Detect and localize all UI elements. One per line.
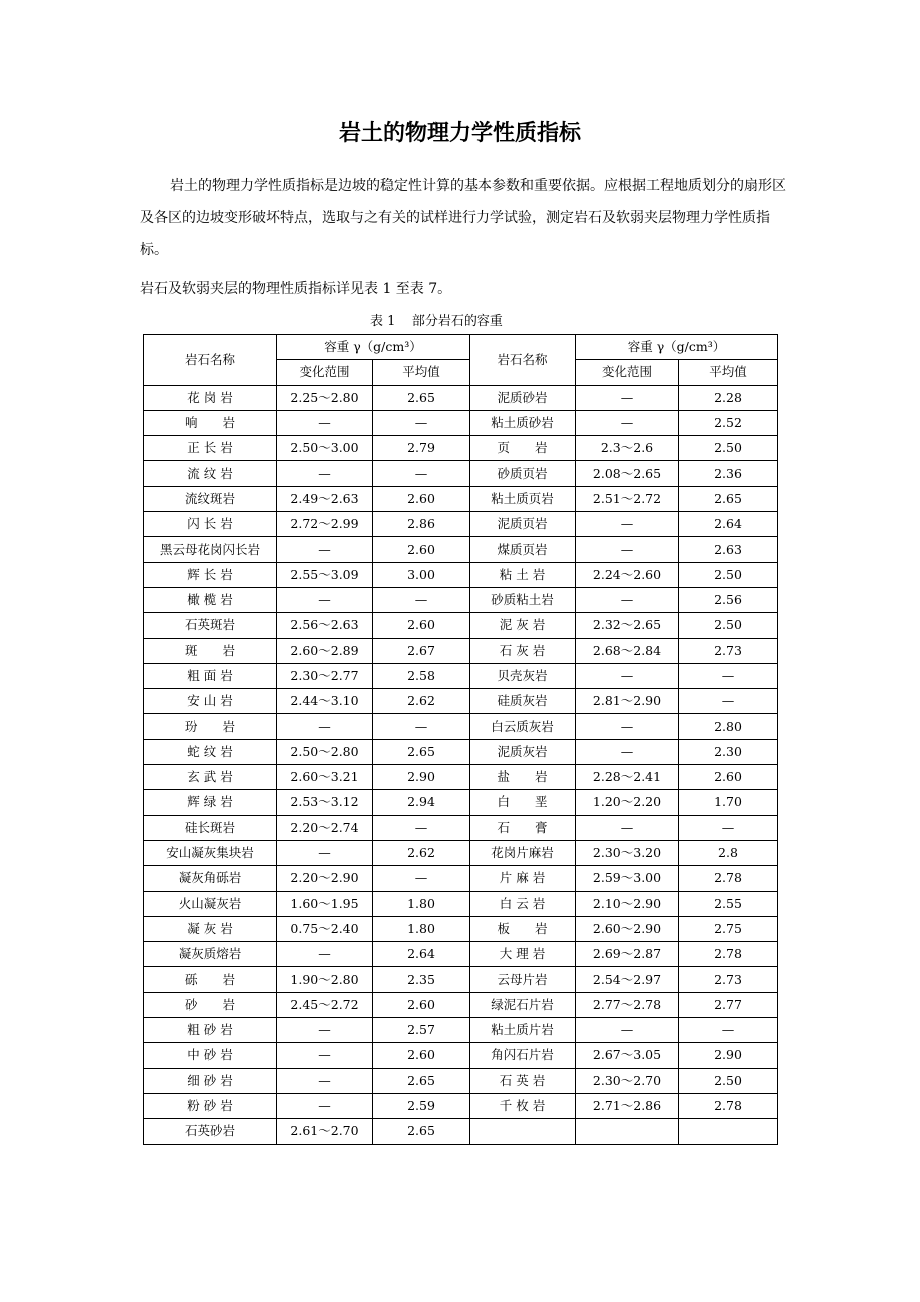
rock-name-cell: 石英斑岩 xyxy=(144,613,277,638)
table-row xyxy=(144,765,778,790)
average-cell: 2.57 xyxy=(373,1018,470,1043)
rock-name-cell: 黑云母花岗闪长岩 xyxy=(144,537,277,562)
range-cell: 2.30～3.20 xyxy=(576,840,679,865)
average-cell: — xyxy=(679,689,778,714)
range-cell xyxy=(576,1119,679,1144)
range-cell: 2.69～2.87 xyxy=(576,942,679,967)
range-cell: 2.60～2.89 xyxy=(277,638,373,663)
range-cell: 2.51～2.72 xyxy=(576,486,679,511)
rock-name-cell: 响 岩 xyxy=(144,410,277,435)
range-cell: — xyxy=(277,587,373,612)
table-row xyxy=(144,916,778,941)
table-row xyxy=(144,689,778,714)
table-row xyxy=(144,410,778,435)
rock-name-cell: 粉 砂 岩 xyxy=(144,1093,277,1118)
range-cell: 2.08～2.65 xyxy=(576,461,679,486)
rock-name-cell: 蛇 纹 岩 xyxy=(144,739,277,764)
rock-name-cell: 安 山 岩 xyxy=(144,689,277,714)
range-cell: — xyxy=(277,461,373,486)
range-cell: 2.49～2.63 xyxy=(277,486,373,511)
rock-name-cell: 云母片岩 xyxy=(470,967,576,992)
rock-name-cell: 火山凝灰岩 xyxy=(144,891,277,916)
range-cell: 1.90～2.80 xyxy=(277,967,373,992)
table-row xyxy=(144,562,778,587)
rock-name-cell: 粘土质片岩 xyxy=(470,1018,576,1043)
average-cell: 2.64 xyxy=(679,512,778,537)
range-cell: 2.10～2.90 xyxy=(576,891,679,916)
table-row xyxy=(144,613,778,638)
range-cell: 2.77～2.78 xyxy=(576,992,679,1017)
average-cell: 2.60 xyxy=(373,1043,470,1068)
average-cell: 2.80 xyxy=(679,714,778,739)
average-cell: 2.79 xyxy=(373,436,470,461)
table-row xyxy=(144,1068,778,1093)
range-cell: — xyxy=(576,1018,679,1043)
range-cell: — xyxy=(277,410,373,435)
range-cell: 2.59～3.00 xyxy=(576,866,679,891)
table-row xyxy=(144,840,778,865)
rock-name-cell: 泥质灰岩 xyxy=(470,739,576,764)
table-header-row xyxy=(144,335,778,360)
rock-name-cell: 正 长 岩 xyxy=(144,436,277,461)
rock-name-cell: 辉 长 岩 xyxy=(144,562,277,587)
range-cell: 2.55～3.09 xyxy=(277,562,373,587)
rock-name-cell: 粗 面 岩 xyxy=(144,663,277,688)
table-row xyxy=(144,486,778,511)
average-cell xyxy=(679,1119,778,1144)
rock-name-cell: 砂 岩 xyxy=(144,992,277,1017)
average-cell: 2.30 xyxy=(679,739,778,764)
rock-name-cell: 流 纹 岩 xyxy=(144,461,277,486)
range-cell: — xyxy=(576,537,679,562)
rock-density-table xyxy=(143,334,778,1145)
table-caption: 表 1 部分岩石的容重 xyxy=(370,314,503,329)
header-rock-name-right: 岩石名称 xyxy=(470,335,576,386)
average-cell: 2.59 xyxy=(373,1093,470,1118)
rock-name-cell: 硅质灰岩 xyxy=(470,689,576,714)
average-cell: 2.64 xyxy=(373,942,470,967)
range-cell: 2.25～2.80 xyxy=(277,385,373,410)
average-cell: 2.52 xyxy=(679,410,778,435)
rock-name-cell: 绿泥石片岩 xyxy=(470,992,576,1017)
range-cell: — xyxy=(277,1018,373,1043)
average-cell: 2.60 xyxy=(373,486,470,511)
average-cell: 2.77 xyxy=(679,992,778,1017)
average-cell: 2.36 xyxy=(679,461,778,486)
average-cell: 2.94 xyxy=(373,790,470,815)
range-cell: 2.68～2.84 xyxy=(576,638,679,663)
table-row xyxy=(144,436,778,461)
average-cell: — xyxy=(373,815,470,840)
average-cell: 2.75 xyxy=(679,916,778,941)
average-cell: — xyxy=(679,1018,778,1043)
range-cell: — xyxy=(277,942,373,967)
range-cell: — xyxy=(576,385,679,410)
table-row xyxy=(144,587,778,612)
range-cell: 2.30～2.70 xyxy=(576,1068,679,1093)
average-cell: 2.65 xyxy=(373,385,470,410)
range-cell: 2.53～3.12 xyxy=(277,790,373,815)
rock-name-cell: 泥质页岩 xyxy=(470,512,576,537)
average-cell: — xyxy=(373,461,470,486)
table-row xyxy=(144,866,778,891)
rock-name-cell: 闪 长 岩 xyxy=(144,512,277,537)
range-cell: 1.60～1.95 xyxy=(277,891,373,916)
header-density-right: 容重 γ（g/cm³） xyxy=(576,335,778,360)
range-cell: 2.54～2.97 xyxy=(576,967,679,992)
table-body xyxy=(144,385,778,1144)
average-cell: 2.73 xyxy=(679,967,778,992)
range-cell: — xyxy=(277,537,373,562)
rock-name-cell: 花 岗 岩 xyxy=(144,385,277,410)
average-cell: — xyxy=(373,410,470,435)
reference-sentence: 岩石及软弱夹层的物理性质指标详见表 1 至表 7。 xyxy=(140,281,452,297)
average-cell: 2.60 xyxy=(373,613,470,638)
average-cell: — xyxy=(373,587,470,612)
header-range-left: 变化范围 xyxy=(277,360,373,385)
rock-name-cell: 大 理 岩 xyxy=(470,942,576,967)
average-cell: 2.60 xyxy=(373,992,470,1017)
table-row xyxy=(144,992,778,1017)
average-cell: 2.8 xyxy=(679,840,778,865)
table-row xyxy=(144,512,778,537)
range-cell: — xyxy=(277,1043,373,1068)
range-cell: — xyxy=(576,512,679,537)
range-cell: 2.20～2.90 xyxy=(277,866,373,891)
table-row xyxy=(144,967,778,992)
range-cell: 2.32～2.65 xyxy=(576,613,679,638)
range-cell: — xyxy=(277,714,373,739)
rock-name-cell: 凝 灰 岩 xyxy=(144,916,277,941)
rock-name-cell: 白 垩 xyxy=(470,790,576,815)
range-cell: 2.3～2.6 xyxy=(576,436,679,461)
range-cell: 2.72～2.99 xyxy=(277,512,373,537)
rock-name-cell: 橄 榄 岩 xyxy=(144,587,277,612)
table-row xyxy=(144,739,778,764)
rock-name-cell: 白 云 岩 xyxy=(470,891,576,916)
average-cell: 2.60 xyxy=(679,765,778,790)
rock-name-cell: 安山凝灰集块岩 xyxy=(144,840,277,865)
table-row xyxy=(144,663,778,688)
table-row xyxy=(144,1018,778,1043)
average-cell: 2.62 xyxy=(373,689,470,714)
range-cell: 2.28～2.41 xyxy=(576,765,679,790)
average-cell: 2.78 xyxy=(679,866,778,891)
average-cell: 2.50 xyxy=(679,613,778,638)
table-row xyxy=(144,714,778,739)
average-cell: 1.70 xyxy=(679,790,778,815)
header-range-right: 变化范围 xyxy=(576,360,679,385)
average-cell: 2.63 xyxy=(679,537,778,562)
range-cell: 2.56～2.63 xyxy=(277,613,373,638)
intro-paragraph: 岩土的物理力学性质指标是边坡的稳定性计算的基本参数和重要依据。应根据工程地质划分的扇形区及各区的边坡变形破坏特点，选取与之有关的试样进行力学试验，测定岩石及软弱夹层物理力学性质指标。 xyxy=(140,178,786,258)
average-cell: 2.90 xyxy=(373,765,470,790)
average-cell: 2.73 xyxy=(679,638,778,663)
rock-name-cell: 砂质页岩 xyxy=(470,461,576,486)
rock-name-cell: 片 麻 岩 xyxy=(470,866,576,891)
rock-name-cell: 盐 岩 xyxy=(470,765,576,790)
rock-name-cell: 石 英 岩 xyxy=(470,1068,576,1093)
average-cell: 2.67 xyxy=(373,638,470,663)
range-cell: — xyxy=(277,1068,373,1093)
rock-name-cell: 砂质粘土岩 xyxy=(470,587,576,612)
average-cell: 2.65 xyxy=(373,739,470,764)
rock-name-cell: 粘 土 岩 xyxy=(470,562,576,587)
rock-name-cell: 砾 岩 xyxy=(144,967,277,992)
average-cell: 2.50 xyxy=(679,562,778,587)
average-cell: 2.86 xyxy=(373,512,470,537)
average-cell: — xyxy=(679,815,778,840)
range-cell: 0.75～2.40 xyxy=(277,916,373,941)
rock-name-cell: 辉 绿 岩 xyxy=(144,790,277,815)
header-average-right: 平均值 xyxy=(679,360,778,385)
rock-name-cell: 流纹斑岩 xyxy=(144,486,277,511)
average-cell: 2.90 xyxy=(679,1043,778,1068)
range-cell: — xyxy=(576,410,679,435)
rock-name-cell: 角闪石片岩 xyxy=(470,1043,576,1068)
rock-name-cell: 煤质页岩 xyxy=(470,537,576,562)
range-cell: 1.20～2.20 xyxy=(576,790,679,815)
table-row xyxy=(144,891,778,916)
range-cell: 2.71～2.86 xyxy=(576,1093,679,1118)
average-cell: 2.65 xyxy=(373,1119,470,1144)
table-row xyxy=(144,537,778,562)
rock-name-cell: 中 砂 岩 xyxy=(144,1043,277,1068)
range-cell: — xyxy=(576,663,679,688)
rock-name-cell: 粘土质页岩 xyxy=(470,486,576,511)
average-cell: 2.58 xyxy=(373,663,470,688)
range-cell: 2.20～2.74 xyxy=(277,815,373,840)
average-cell: 2.35 xyxy=(373,967,470,992)
rock-name-cell: 石 灰 岩 xyxy=(470,638,576,663)
range-cell: — xyxy=(576,714,679,739)
average-cell: 2.55 xyxy=(679,891,778,916)
average-cell: 2.60 xyxy=(373,537,470,562)
table-row xyxy=(144,1119,778,1144)
average-cell: 1.80 xyxy=(373,891,470,916)
range-cell: 2.81～2.90 xyxy=(576,689,679,714)
table-row xyxy=(144,385,778,410)
range-cell: 2.24～2.60 xyxy=(576,562,679,587)
average-cell: 2.65 xyxy=(373,1068,470,1093)
page-title: 岩土的物理力学性质指标 xyxy=(338,121,581,146)
header-rock-name-left: 岩石名称 xyxy=(144,335,277,386)
rock-name-cell: 凝灰质熔岩 xyxy=(144,942,277,967)
rock-name-cell: 玢 岩 xyxy=(144,714,277,739)
range-cell: 2.30～2.77 xyxy=(277,663,373,688)
table-row xyxy=(144,815,778,840)
average-cell: 2.78 xyxy=(679,942,778,967)
rock-name-cell: 石英砂岩 xyxy=(144,1119,277,1144)
table-row xyxy=(144,790,778,815)
header-average-left: 平均值 xyxy=(373,360,470,385)
range-cell: — xyxy=(576,587,679,612)
rock-name-cell: 泥质砂岩 xyxy=(470,385,576,410)
range-cell: 2.61～2.70 xyxy=(277,1119,373,1144)
range-cell: 2.67～3.05 xyxy=(576,1043,679,1068)
average-cell: 2.56 xyxy=(679,587,778,612)
average-cell: 2.50 xyxy=(679,436,778,461)
average-cell: 2.62 xyxy=(373,840,470,865)
range-cell: — xyxy=(277,840,373,865)
range-cell: 2.50～3.00 xyxy=(277,436,373,461)
range-cell: 2.60～2.90 xyxy=(576,916,679,941)
range-cell: 2.44～3.10 xyxy=(277,689,373,714)
rock-name-cell: 硅长斑岩 xyxy=(144,815,277,840)
range-cell: — xyxy=(576,739,679,764)
rock-name-cell: 玄 武 岩 xyxy=(144,765,277,790)
average-cell: — xyxy=(679,663,778,688)
average-cell: — xyxy=(373,714,470,739)
rock-name-cell: 花岗片麻岩 xyxy=(470,840,576,865)
range-cell: — xyxy=(576,815,679,840)
range-cell: 2.50～2.80 xyxy=(277,739,373,764)
table-row xyxy=(144,1043,778,1068)
range-cell: — xyxy=(277,1093,373,1118)
rock-name-cell: 白云质灰岩 xyxy=(470,714,576,739)
rock-name-cell xyxy=(470,1119,576,1144)
range-cell: 2.45～2.72 xyxy=(277,992,373,1017)
average-cell: 2.28 xyxy=(679,385,778,410)
table-row xyxy=(144,942,778,967)
rock-name-cell: 泥 灰 岩 xyxy=(470,613,576,638)
range-cell: 2.60～3.21 xyxy=(277,765,373,790)
rock-name-cell: 页 岩 xyxy=(470,436,576,461)
table-row xyxy=(144,461,778,486)
rock-name-cell: 贝壳灰岩 xyxy=(470,663,576,688)
rock-name-cell: 凝灰角砾岩 xyxy=(144,866,277,891)
average-cell: 2.65 xyxy=(679,486,778,511)
rock-name-cell: 粘土质砂岩 xyxy=(470,410,576,435)
rock-name-cell: 千 枚 岩 xyxy=(470,1093,576,1118)
average-cell: 2.78 xyxy=(679,1093,778,1118)
rock-name-cell: 板 岩 xyxy=(470,916,576,941)
average-cell: 2.50 xyxy=(679,1068,778,1093)
header-density-left: 容重 γ（g/cm³） xyxy=(277,335,470,360)
rock-name-cell: 石 膏 xyxy=(470,815,576,840)
rock-name-cell: 粗 砂 岩 xyxy=(144,1018,277,1043)
table-row xyxy=(144,1093,778,1118)
rock-name-cell: 斑 岩 xyxy=(144,638,277,663)
average-cell: 3.00 xyxy=(373,562,470,587)
table-row xyxy=(144,638,778,663)
rock-name-cell: 细 砂 岩 xyxy=(144,1068,277,1093)
average-cell: — xyxy=(373,866,470,891)
average-cell: 1.80 xyxy=(373,916,470,941)
